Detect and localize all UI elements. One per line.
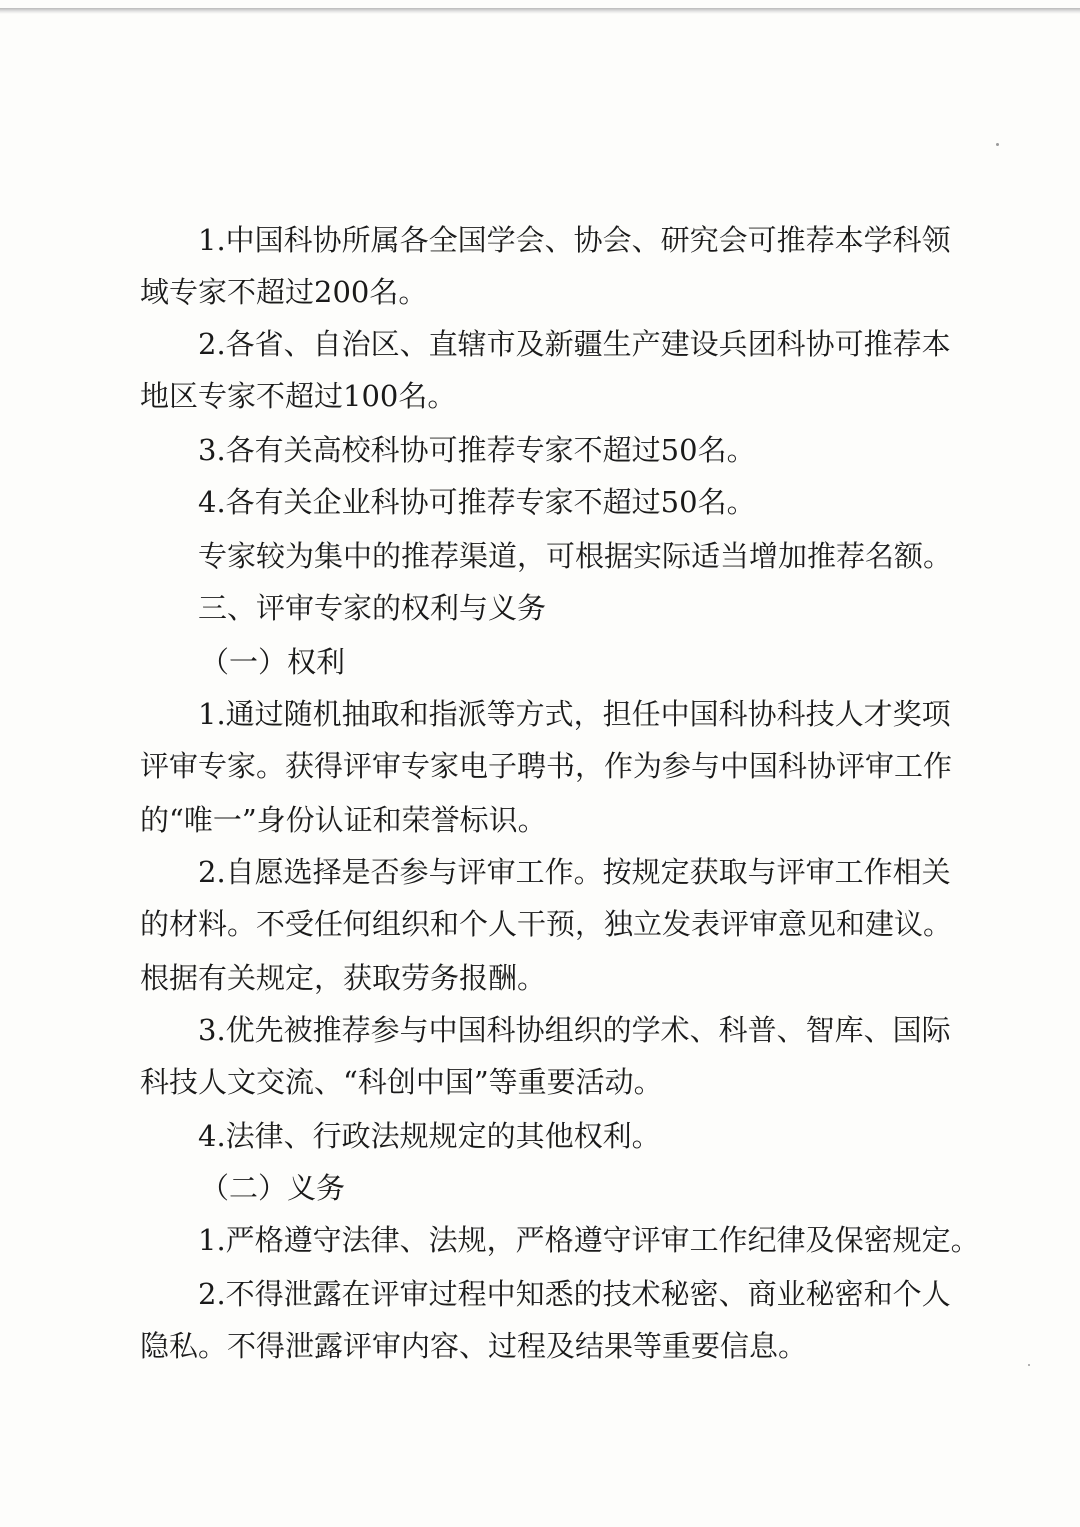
paragraph-line: 2.不得泄露在评审过程中知悉的技术秘密、商业秘密和个人 [198, 1277, 951, 1311]
paragraph-line: 根据有关规定，获取劳务报酬。 [140, 961, 547, 995]
paragraph-line: 专家较为集中的推荐渠道，可根据实际适当增加推荐名额。 [198, 539, 953, 573]
section-heading: 三、评审专家的权利与义务 [198, 591, 547, 625]
paragraph-line: 1.通过随机抽取和指派等方式，担任中国科协科技人才奖项 [198, 697, 951, 731]
paragraph-line: 2.各省、自治区、直辖市及新疆生产建设兵团科协可推荐本 [198, 327, 951, 361]
paragraph-line: 4.各有关企业科协可推荐专家不超过50名。 [198, 485, 756, 519]
paragraph-line: 3.各有关高校科协可推荐专家不超过50名。 [198, 433, 756, 467]
paragraph-line: 1.严格遵守法律、法规，严格遵守评审工作纪律及保密规定。 [198, 1223, 980, 1257]
paragraph-line: 评审专家。获得评审专家电子聘书，作为参与中国科协评审工作 [140, 749, 953, 783]
paragraph-line: 3.优先被推荐参与中国科协组织的学术、科普、智库、国际 [198, 1013, 951, 1047]
subsection-heading: （二）义务 [200, 1171, 346, 1205]
paragraph-line: 1.中国科协所属各全国学会、协会、研究会可推荐本学科领 [198, 223, 951, 257]
paragraph-line: 2.自愿选择是否参与评审工作。按规定获取与评审工作相关 [198, 855, 951, 889]
paragraph-line: 4.法律、行政法规规定的其他权利。 [198, 1119, 661, 1153]
paragraph-line: 科技人文交流、“科创中国”等重要活动。 [140, 1065, 663, 1099]
subsection-heading: （一）权利 [200, 645, 346, 679]
paragraph-line: 域专家不超过200名。 [140, 275, 428, 309]
paragraph-line: 地区专家不超过100名。 [140, 379, 457, 413]
paragraph-line: 隐私。不得泄露评审内容、过程及结果等重要信息。 [140, 1329, 808, 1363]
paragraph-line: 的材料。不受任何组织和个人干预，独立发表评审意见和建议。 [140, 907, 953, 941]
paragraph-line: 的“唯一”身份认证和荣誉标识。 [140, 803, 547, 837]
